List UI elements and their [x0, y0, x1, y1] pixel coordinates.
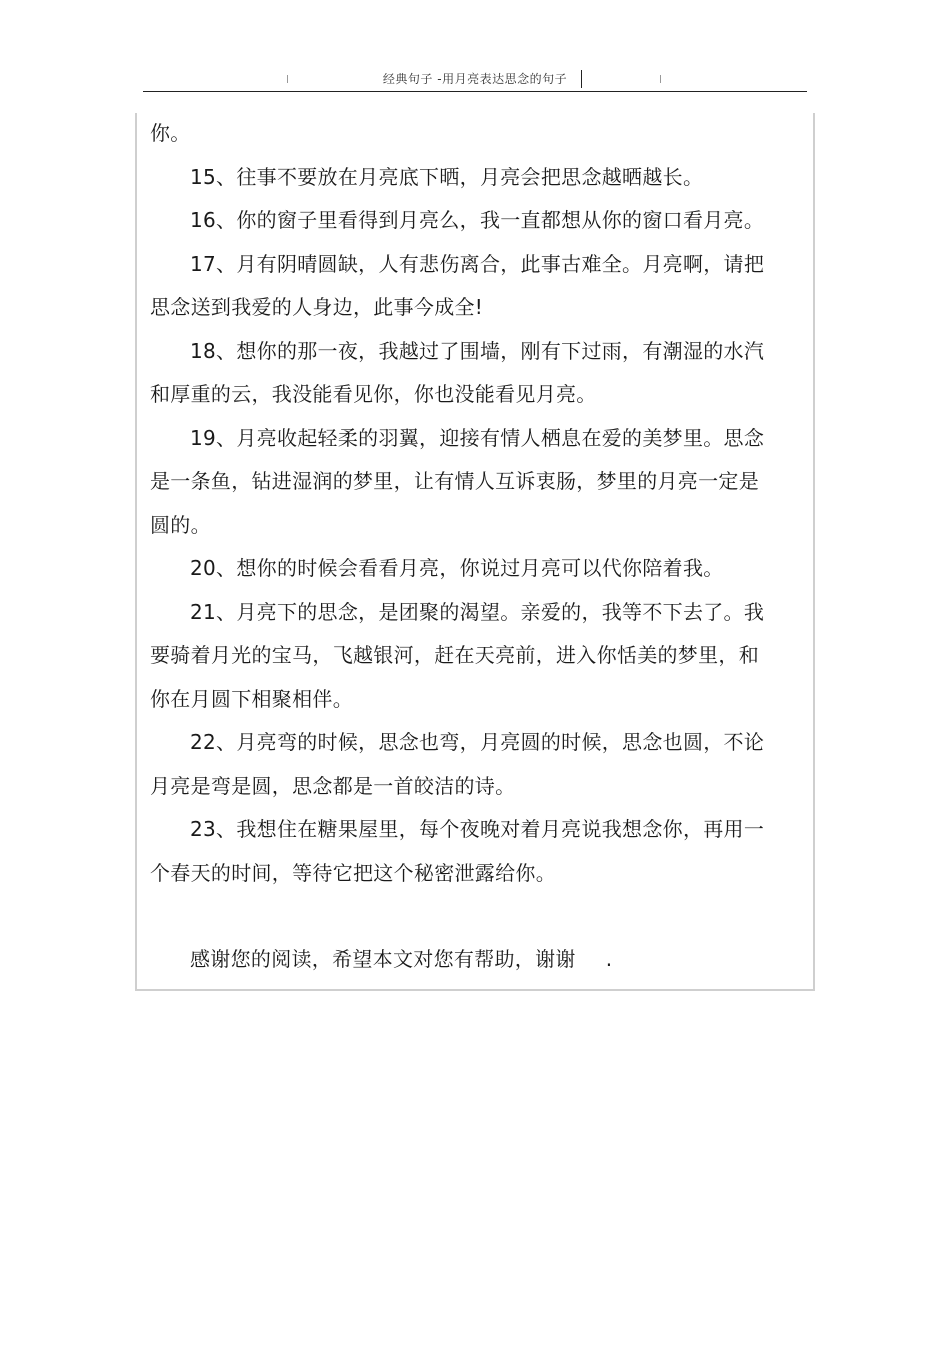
- paragraph: 15、往事不要放在月亮底下晒，月亮会把思念越晒越长。: [190, 164, 704, 189]
- header-rule: [143, 91, 807, 92]
- header-tick-right: [660, 75, 661, 83]
- paragraph: 20、想你的时候会看看月亮，你说过月亮可以代你陪着我。: [190, 556, 724, 580]
- closing-dot: .: [605, 947, 613, 971]
- paragraph: 21、月亮下的思念，是团聚的渴望。亲爱的，我等不下去了。我要骑着月光的宝马，飞越银河，赶在天亮前，进入你恬美的梦里，和你在月圆下相聚相伴。: [150, 599, 765, 711]
- header-title: 经典句子 -用月亮表达思念的句子: [382, 72, 568, 86]
- paragraph: 16、你的窗子里看得到月亮么，我一直都想从你的窗口看月亮。: [190, 208, 765, 232]
- paragraph: 19、月亮收起轻柔的羽翼，迎接有情人栖息在爱的美梦里。思念是一条鱼，钻进湿润的梦里，让有情人互诉衷肠，梦里的月亮一定是圆的。: [150, 425, 765, 537]
- document-body: [150, 112, 765, 982]
- closing-text: [150, 938, 765, 982]
- paragraph: 23、我想住在糖果屋里，每个夜晚对着月亮说我想念你，再用一个春天的时间，等待它把这个秘密泄露给你。: [150, 817, 765, 885]
- header-tick-mid: [581, 70, 582, 88]
- header-tick-left: [287, 75, 288, 83]
- paragraph: 17、月有阴晴圆缺，人有悲伤离合，此事古难全。月亮啊，请把思念送到我爱的人身边，此事今成全!: [150, 251, 765, 319]
- continuation-text: 你。: [150, 121, 191, 145]
- paragraph: 22、月亮弯的时候，思念也弯，月亮圆的时候，思念也圆，不论月亮是弯是圆，思念都是一首皎洁的诗。: [150, 730, 765, 798]
- closing-message: 感谢您的阅读，希望本文对您有帮助，谢谢: [190, 947, 576, 971]
- paragraph: 18、想你的那一夜，我越过了围墙，刚有下过雨，有潮湿的水汽和厚重的云，我没能看见你，你也没能看见月亮。: [150, 338, 765, 406]
- page-header: [0, 62, 950, 92]
